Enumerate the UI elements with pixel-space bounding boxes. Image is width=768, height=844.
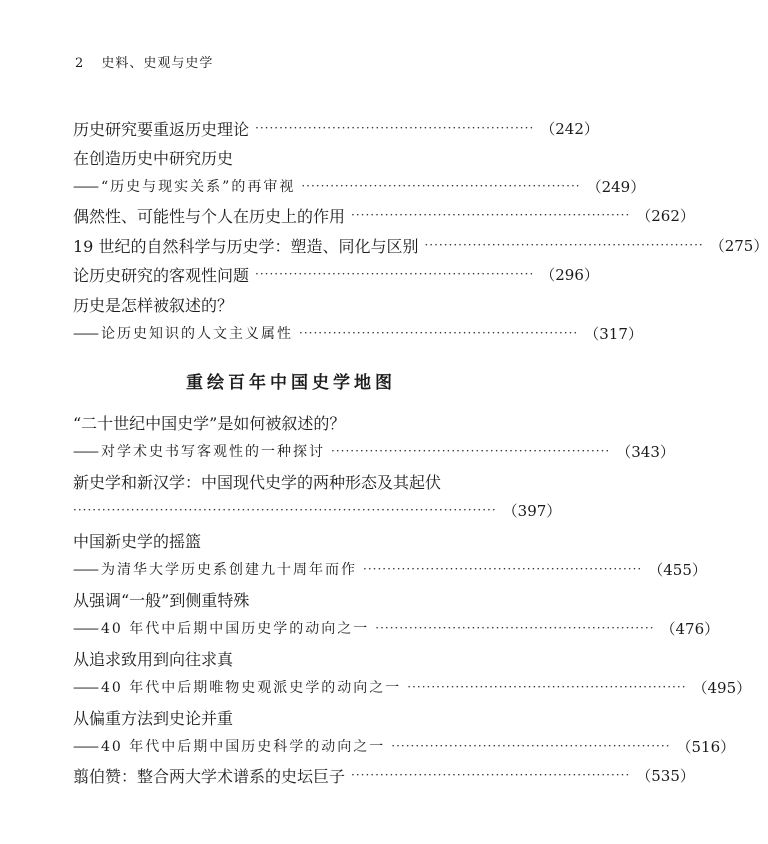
toc-entry-title: 从追求致用到向往求真 xyxy=(73,649,234,669)
toc-entry-title: 历史是怎样被叙述的？ xyxy=(73,295,234,315)
toc-entry-page: （317） xyxy=(584,324,643,343)
toc-subentry-title: 为清华大学历史系创建九十周年而作 xyxy=(101,562,357,578)
toc-leader-dots: ·························································· xyxy=(255,121,535,135)
toc-entry-title: 从强调“一般”到侧重特殊 xyxy=(73,590,250,610)
section-heading: 重绘百年中国史学地图 xyxy=(186,373,396,393)
toc-entry-page: （249） xyxy=(586,177,646,196)
toc-leader-dots: ·························································· xyxy=(407,680,687,694)
toc-entry-page: （242） xyxy=(540,119,599,138)
toc-entry-title: 偶然性、可能性与个人在历史上的作用 xyxy=(73,206,346,226)
toc-subentry xyxy=(73,321,643,345)
em-dash: —— xyxy=(73,326,97,342)
toc-entry xyxy=(73,410,491,434)
toc-leader-dots: ·························································· xyxy=(299,326,579,340)
running-head-book-title: 史料、史观与史学 xyxy=(101,56,214,71)
toc-entry-page: （535） xyxy=(636,766,695,785)
toc-entry-title: 中国新史学的摇篮 xyxy=(73,531,202,551)
toc-entry-title: “二十世纪中国史学”是如何被叙述的？ xyxy=(73,413,346,433)
toc-entry-page: （516） xyxy=(676,737,736,756)
toc-entry xyxy=(73,587,491,611)
toc-entry-title: 历史研究要重返历史理论 xyxy=(73,119,250,139)
toc-entry xyxy=(73,116,599,140)
em-dash: —— xyxy=(73,562,97,578)
em-dash: —— xyxy=(73,179,97,195)
toc-entry-page: （275） xyxy=(709,236,768,255)
toc-entry-title: 19 世纪的自然科学与历史学：塑造、同化与区别 xyxy=(73,236,419,256)
toc-entry xyxy=(73,233,768,257)
toc-entry-title: 在创造历史中研究历史 xyxy=(73,148,234,168)
toc-leader-dots: ·························································· xyxy=(351,768,631,782)
toc-entry xyxy=(73,203,695,227)
toc-entry xyxy=(73,469,491,493)
toc-entry xyxy=(73,646,491,670)
toc-subentry-title: 40 年代中后期中国历史科学的动向之一 xyxy=(101,739,386,755)
toc-entry-page: （495） xyxy=(692,678,752,697)
toc-subentry xyxy=(73,734,736,758)
toc-entry-page: （262） xyxy=(636,206,695,225)
toc-subentry xyxy=(73,616,720,640)
toc-subentry xyxy=(73,557,707,581)
toc-leader-dots: ·························································· xyxy=(255,267,535,281)
toc-subentry-title: 40 年代中后期中国历史学的动向之一 xyxy=(101,621,370,637)
toc-subentry-title: 论历史知识的人文主义属性 xyxy=(101,326,293,342)
toc-entry xyxy=(73,292,491,316)
toc-subentry-title: 40 年代中后期唯物史观派史学的动向之一 xyxy=(101,680,402,696)
toc-entry xyxy=(73,705,491,729)
em-dash: —— xyxy=(73,739,97,755)
toc-leader-dots: ·························································· xyxy=(301,179,581,193)
running-head-page-number: 2 xyxy=(75,56,85,71)
toc-subentry-title: 对学术史书写客观性的一种探讨 xyxy=(101,444,325,460)
em-dash: —— xyxy=(73,444,97,460)
toc-subentry xyxy=(73,174,646,198)
toc-leader-dots: ·························································· xyxy=(375,621,655,635)
toc-entry xyxy=(73,262,599,286)
toc-subentry xyxy=(73,439,675,463)
toc-entry-title: 新史学和新汉学：中国现代史学的两种形态及其起伏 xyxy=(73,472,442,492)
toc-leader-dots: ·························································· xyxy=(363,562,643,576)
em-dash: —— xyxy=(73,680,97,696)
toc-entry-title: 论历史研究的客观性问题 xyxy=(73,265,250,285)
toc-entry-page: （455） xyxy=(648,560,707,579)
toc-leader-dots: ·························································· xyxy=(424,238,704,252)
toc-entry xyxy=(73,528,491,552)
toc-subentry xyxy=(73,675,752,699)
toc-entry-page: （296） xyxy=(540,265,599,284)
em-dash: —— xyxy=(73,621,97,637)
toc-entry-title: 翦伯赞：整合两大学术谱系的史坛巨子 xyxy=(73,766,346,786)
toc-leader-dots: ·························································· xyxy=(351,208,631,222)
toc-entry xyxy=(73,763,695,787)
toc-entry-page: （397） xyxy=(502,501,562,520)
toc-entry-page: （343） xyxy=(616,442,675,461)
toc-entry-page: （476） xyxy=(660,619,720,638)
toc-leader-dots: ························································································ xyxy=(73,503,497,517)
toc-subentry-title: “历史与现实关系”的再审视 xyxy=(101,179,296,195)
toc-entry xyxy=(73,145,491,169)
toc-leader-dots: ·························································· xyxy=(391,739,671,753)
toc-entry-continuation xyxy=(73,498,562,522)
toc-entry-title: 从偏重方法到史论并重 xyxy=(73,708,234,728)
toc-leader-dots: ·························································· xyxy=(331,444,611,458)
running-head xyxy=(75,52,213,71)
